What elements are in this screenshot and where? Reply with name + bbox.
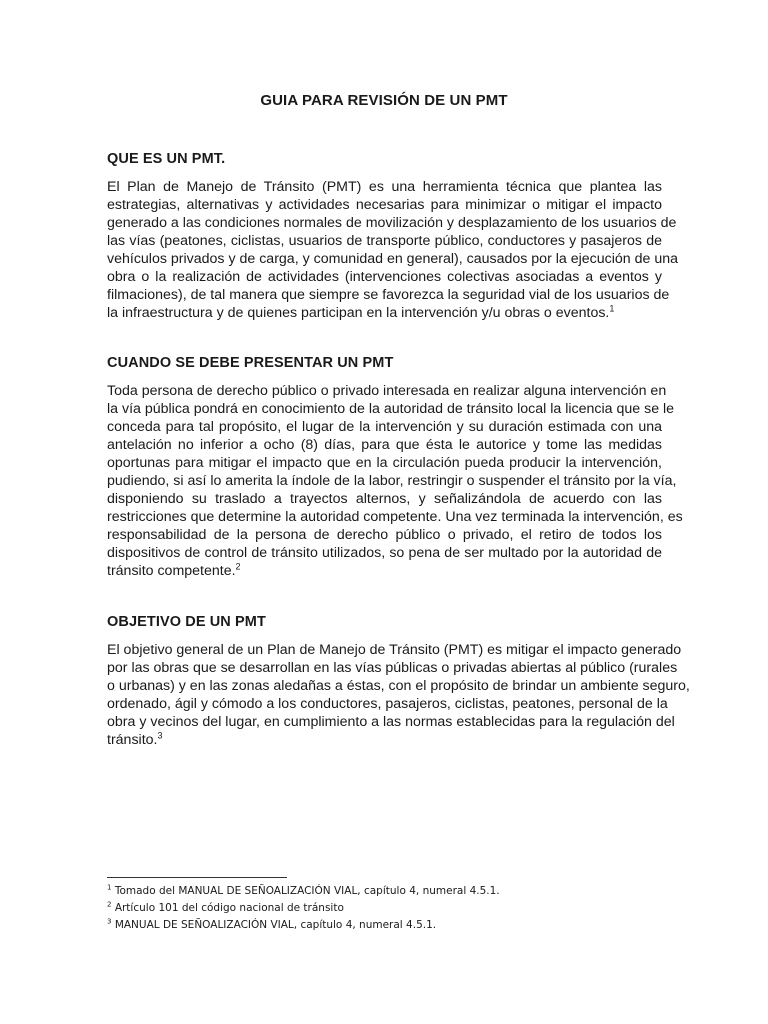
text-line: obra y vecinos del lugar, en cumplimiento a las normas establecidas para la regulación del — [107, 714, 675, 730]
section-que-es-un-pmt — [107, 151, 679, 322]
text-line: El Plan de Manejo de Tránsito (PMT) es una herramienta técnica que plantea las — [107, 179, 662, 195]
text-line: antelación no inferior a ocho (8) días, para que ésta le autorice y tome las medidas — [107, 437, 662, 453]
text-line: por las obras que se desarrollan en las vías públicas o privadas abiertas al público (rurales — [107, 660, 678, 676]
section-heading: OBJETIVO DE UN PMT — [107, 614, 266, 630]
text-line-last — [107, 731, 662, 749]
text-line: tránsito competente. — [107, 563, 236, 579]
text-line: restricciones que determine la autoridad competente. Una vez terminada la intervención, es — [107, 509, 683, 525]
text-line: o urbanas) y en las zonas aledañas a éstas, con el propósito de brindar un ambiente seguro, — [107, 678, 690, 694]
text-line: dispositivos de control de tránsito utilizados, so pena de ser multado por la autoridad de — [107, 545, 662, 561]
text-line: oportunas para mitigar el impacto que en la circulación pueda producir la intervención, — [107, 455, 662, 471]
section-cuando-presentar-pmt — [107, 355, 683, 580]
text-line: las vías (peatones, ciclistas, usuarios de transporte público, conductores y pasajeros de — [107, 233, 662, 249]
text-line-last — [107, 562, 662, 580]
footnote-number: 3 — [107, 917, 112, 926]
text-line: generado a las condiciones normales de movilización y desplazamiento de los usuarios de — [107, 215, 677, 231]
section-body — [107, 382, 683, 580]
text-line: disponiendo su traslado a trayectos alternos, y señalizándola de acuerdo con las — [107, 491, 662, 507]
text-line: Toda persona de derecho público o privado interesada en realizar alguna intervención en — [107, 383, 667, 399]
section-body — [107, 641, 690, 749]
footnote-text: Artículo 101 del código nacional de tránsito — [114, 902, 344, 914]
footnote-item — [107, 917, 662, 934]
footnote-ref: 1 — [609, 303, 615, 314]
text-line: ordenado, ágil y cómodo a los conductores, pasajeros, ciclistas, peatones, personal de la — [107, 696, 668, 712]
text-line-last — [107, 304, 662, 322]
footnote-number: 2 — [107, 900, 112, 909]
section-body — [107, 178, 679, 322]
text-line: tránsito. — [107, 732, 158, 748]
section-heading: QUE ES UN PMT. — [107, 151, 226, 167]
text-line: responsabilidad de la persona de derecho público o privado, el retiro de todos los — [107, 527, 662, 543]
document-title: GUIA PARA REVISIÓN DE UN PMT — [260, 92, 508, 109]
footnote-separator — [107, 877, 287, 878]
footnote-number: 1 — [107, 883, 112, 892]
footnote-text: MANUAL DE SEÑOALIZACIÓN VIAL, capítulo 4, numeral 4.5.1. — [114, 919, 437, 931]
footnotes — [107, 883, 662, 934]
footnote-text: Tomado del MANUAL DE SEÑOALIZACIÓN VIAL, capítulo 4, numeral 4.5.1. — [114, 885, 500, 897]
text-line: obra o la realización de actividades (intervenciones colectivas asociadas a eventos y — [107, 269, 662, 285]
text-line: El objetivo general de un Plan de Manejo de Tránsito (PMT) es mitigar el impacto generado — [107, 642, 682, 658]
text-line: conceda para tal propósito, el lugar de la intervención y su duración estimada con una — [107, 419, 662, 435]
footnote-ref: 2 — [235, 561, 241, 572]
text-line: la infraestructura y de quienes participan en la intervención y/u obras o eventos. — [107, 305, 610, 321]
text-line: la vía pública pondrá en conocimiento de la autoridad de tránsito local la licencia que se le — [107, 401, 675, 417]
section-objetivo-pmt — [107, 614, 690, 749]
text-line: estrategias, alternativas y actividades necesarias para minimizar o mitigar el impacto — [107, 197, 662, 213]
text-line: filmaciones), de tal manera que siempre se favorezca la seguridad vial de los usuarios de — [107, 287, 670, 303]
section-heading: CUANDO SE DEBE PRESENTAR UN PMT — [107, 355, 394, 371]
text-line: vehículos privados y de carga, y comunidad en general), causados por la ejecución de una — [107, 251, 679, 267]
footnote-ref: 3 — [157, 730, 163, 741]
footnote-item — [107, 883, 662, 900]
text-line: pudiendo, si así lo amerita la índole de la labor, restringir o suspender el tránsito por la vía, — [107, 473, 677, 489]
footnote-item — [107, 900, 662, 917]
